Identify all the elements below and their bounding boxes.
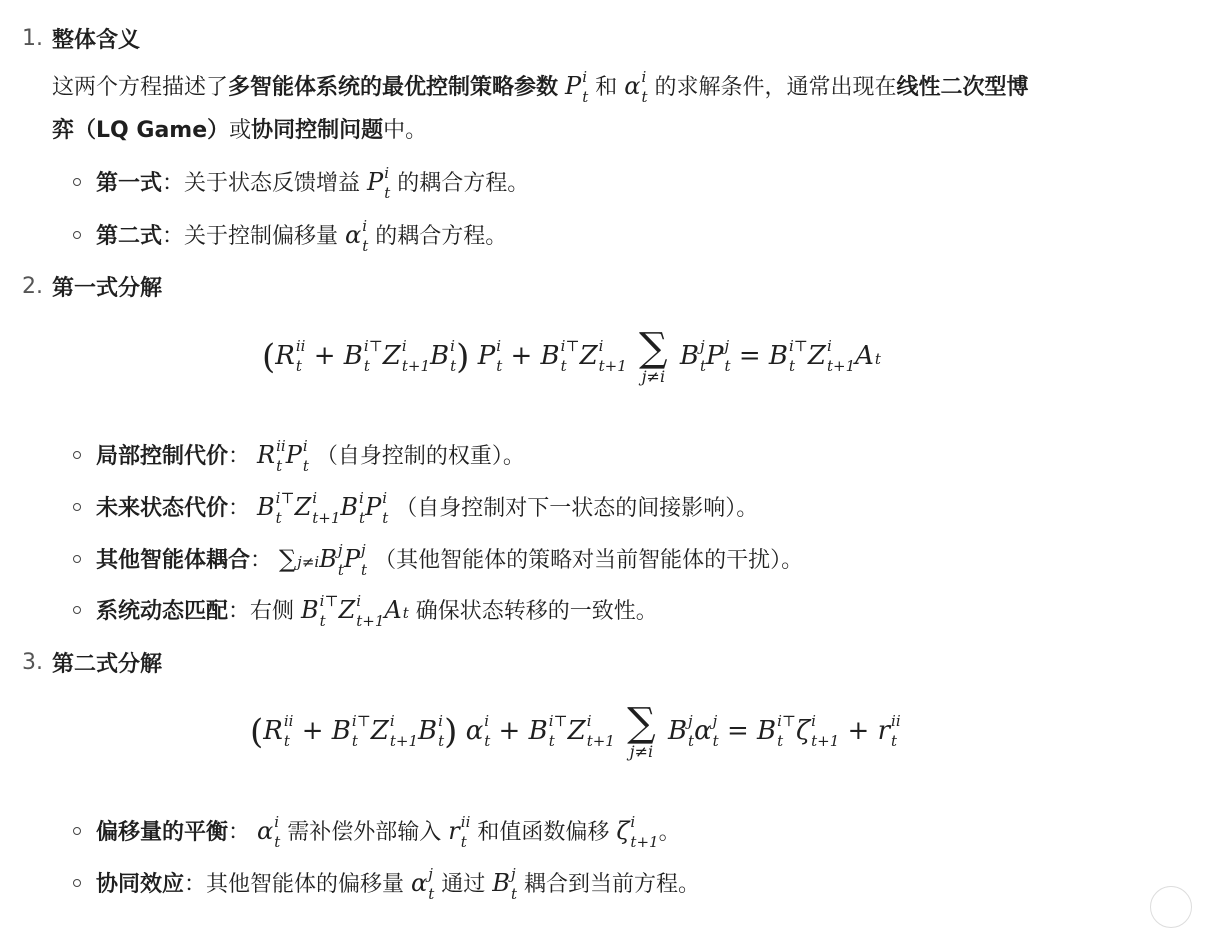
bold-text: 线性二次型博 [896,75,1029,100]
math-P: P i t [367,163,391,202]
equation-2: (R ii t + B i⊤ t Z i t+1 B i t ) α i t + B i⊤ t Z i t+1 ∑ j≠i B j t α j t = B i⊤ t ζ i t+1 + r ii t [250,700,901,761]
item-text: ： [228,496,251,521]
bold-text: 多智能体系统的最优控制策略参数 [228,75,559,100]
section-heading: 第二式分解 [52,652,163,677]
bullet-icon [73,827,81,835]
item-text: ：关于状态反馈增益 [162,171,361,196]
list-item [96,540,804,579]
section-number: 1. [22,26,43,51]
item-label: 局部控制代价 [96,444,229,469]
text: 中。 [383,118,428,143]
text: 和 [595,75,618,100]
math-P: P i t [565,67,589,106]
section-number: 3. [22,650,43,675]
item-label: 系统动态匹配 [96,599,229,624]
item-text: 。 [658,820,681,845]
item-text: 通过 [441,872,486,897]
math-alpha: α i t [257,812,281,851]
math-B-j: B j t [492,864,517,903]
item-text: 的耦合方程。 [375,224,508,249]
item-text: ： [250,548,273,573]
math-RP: R ii t P i t [257,436,309,475]
bullet-icon [73,451,81,459]
math-alpha: α i t [624,67,648,106]
item-text: 的耦合方程。 [397,171,530,196]
item-text: ： [228,444,251,469]
item-text: ： [228,820,251,845]
math-BZA: B i⊤ t Z i t+1 A t [301,591,409,630]
math-BZBP: B i⊤ t Z i t+1 B i t P i t [257,488,389,527]
item-text: ：关于控制偏移量 [162,224,339,249]
list-item [96,488,759,527]
item-text: （自身控制对下一状态的间接影响）。 [395,496,759,521]
bullet-icon [73,231,81,239]
text: 或 [229,118,252,143]
item-text: 耦合到当前方程。 [523,872,700,897]
list-item [96,864,700,903]
bullet-icon [73,555,81,563]
item-label: 偏移量的平衡 [96,820,229,845]
bold-text: 协同控制问题 [251,118,384,143]
item-label: 协同效应 [96,872,185,897]
section-heading: 第一式分解 [52,276,163,301]
paragraph-line-1 [52,67,1029,106]
bullet-icon [73,606,81,614]
item-text: （自身控制的权重）。 [315,444,525,469]
bullet-icon [73,178,81,186]
bullet-icon [73,503,81,511]
text: 的求解条件，通常出现在 [654,75,897,100]
math-alpha-j: α j t [411,864,435,903]
list-item [96,591,658,630]
list-item [96,436,525,475]
bold-text: 弈（LQ Game） [52,118,230,143]
section-heading: 整体含义 [52,28,141,53]
list-item [96,163,530,202]
item-label: 第一式 [96,171,163,196]
text: 这两个方程描述了 [52,75,229,100]
math-alpha: α i t [345,216,369,255]
item-text: ：其他智能体的偏移量 [184,872,405,897]
item-text: （其他智能体的策略对当前智能体的干扰）。 [374,548,804,573]
scroll-to-bottom-button[interactable] [1150,886,1192,928]
item-label: 其他智能体耦合 [96,548,251,573]
item-text: 和值函数偏移 [477,820,610,845]
section-number: 2. [22,274,43,299]
item-text: 需补偿外部输入 [287,820,442,845]
item-text: 确保状态转移的一致性。 [415,599,658,624]
paragraph-line-2 [52,116,427,146]
item-text: ：右侧 [228,599,295,624]
math-r: r ii t [448,812,471,851]
math-sum-BP: ∑ j≠i B j t P j t [279,540,368,579]
item-label: 未来状态代价 [96,496,229,521]
bullet-icon [73,879,81,887]
list-item [96,216,508,255]
equation-1: (R ii t + B i⊤ t Z i t+1 B i t ) P i t + B i⊤ t Z i t+1 ∑ j≠i B j t P j t = B i⊤ t Z i t+1 A t [262,325,881,386]
list-item [96,812,681,851]
math-zeta: ζ i t+1 [616,812,659,851]
item-label: 第二式 [96,224,163,249]
